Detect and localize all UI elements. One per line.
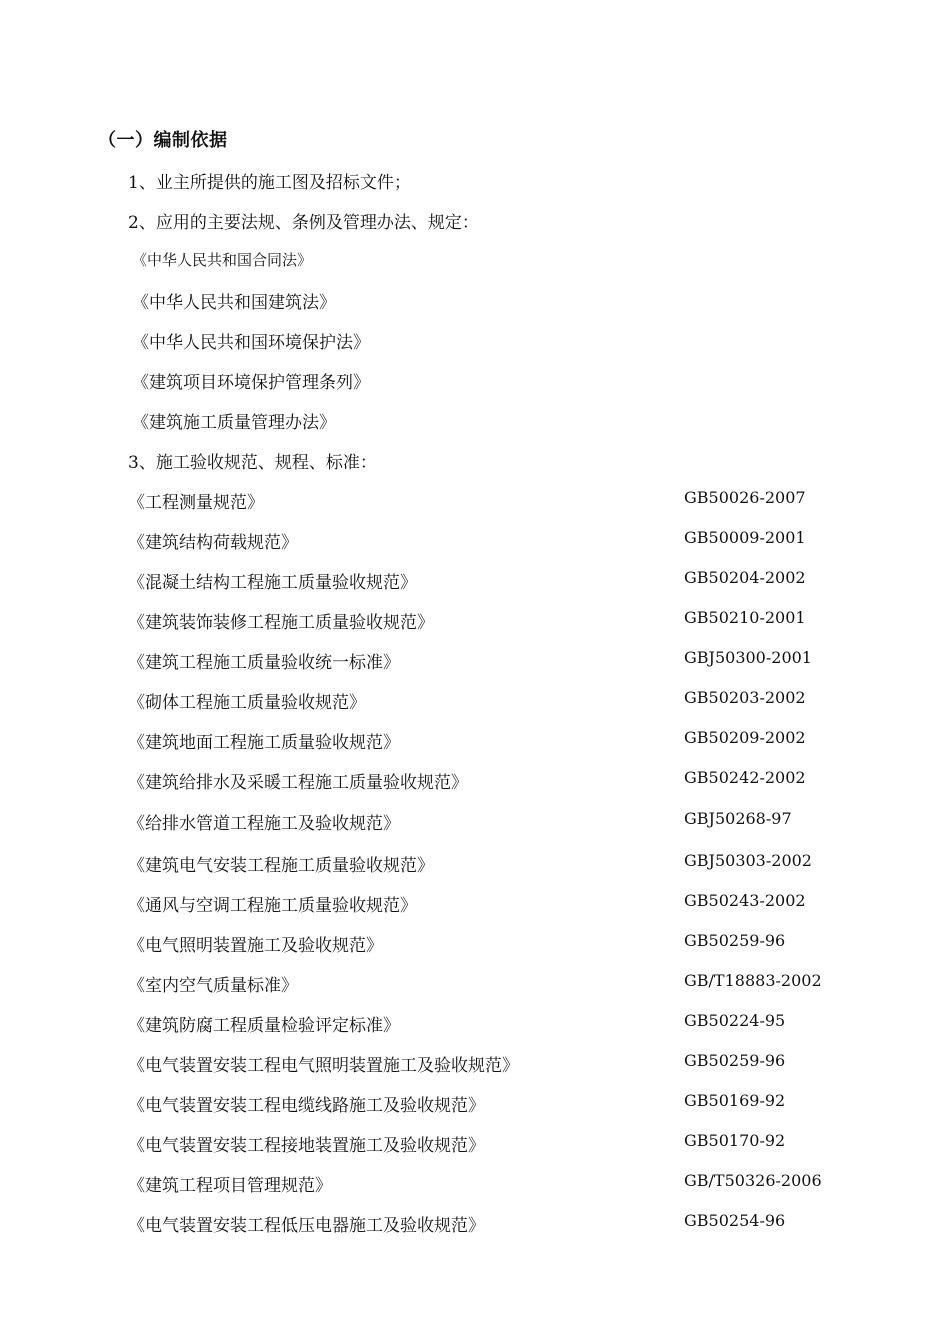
standard-code: GB50259-96 xyxy=(684,931,786,950)
standard-name: 《建筑防腐工程质量检验评定标准》 xyxy=(128,1016,400,1036)
standard-row xyxy=(128,1051,848,1075)
standard-code: GB50254-96 xyxy=(684,1211,786,1230)
standard-row xyxy=(128,1091,848,1115)
standard-name: 《电气装置安装工程接地装置施工及验收规范》 xyxy=(128,1136,485,1156)
standard-name: 《建筑工程施工质量验收统一标准》 xyxy=(128,653,400,673)
standard-name: 《电气装置安装工程电缆线路施工及验收规范》 xyxy=(128,1096,485,1116)
standard-code: GB50209-2002 xyxy=(684,728,806,747)
standard-code: GB50242-2002 xyxy=(684,768,806,787)
standard-name: 《室内空气质量标准》 xyxy=(128,976,298,996)
standard-code: GB50203-2002 xyxy=(684,688,806,707)
standard-code: GB50170-92 xyxy=(684,1131,786,1150)
law-item: 《中华人民共和国合同法》 xyxy=(132,251,313,269)
standard-name: 《建筑电气安装工程施工质量验收规范》 xyxy=(128,856,434,876)
standard-code: GB50243-2002 xyxy=(684,891,806,910)
law-item: 《建筑施工质量管理办法》 xyxy=(132,413,336,433)
standard-name: 《建筑工程项目管理规范》 xyxy=(128,1176,332,1196)
standard-row xyxy=(128,1171,848,1195)
standard-name: 《建筑给排水及采暖工程施工质量验收规范》 xyxy=(128,773,468,793)
law-item: 《中华人民共和国建筑法》 xyxy=(132,293,336,313)
item-1: 1、业主所提供的施工图及招标文件； xyxy=(128,173,411,193)
law-item: 《建筑项目环境保护管理条列》 xyxy=(132,373,370,393)
standard-row xyxy=(128,851,848,875)
standard-name: 《电气装置安装工程低压电器施工及验收规范》 xyxy=(128,1216,485,1236)
standard-name: 《建筑结构荷载规范》 xyxy=(128,533,298,553)
item-2: 2、应用的主要法规、条例及管理办法、规定： xyxy=(128,213,479,233)
standard-name: 《工程测量规范》 xyxy=(128,493,264,513)
standard-code: GB50169-92 xyxy=(684,1091,786,1110)
standard-row xyxy=(128,891,848,915)
standard-row xyxy=(128,1211,848,1235)
standard-name: 《建筑装饰装修工程施工质量验收规范》 xyxy=(128,613,434,633)
standard-name: 《通风与空调工程施工质量验收规范》 xyxy=(128,896,417,916)
standard-name: 《电气照明装置施工及验收规范》 xyxy=(128,936,383,956)
standard-code: GB50204-2002 xyxy=(684,568,806,587)
standard-row xyxy=(128,528,848,552)
standard-name: 《砌体工程施工质量验收规范》 xyxy=(128,693,366,713)
standard-row xyxy=(128,488,848,512)
standard-row xyxy=(128,971,848,995)
standard-row xyxy=(128,1011,848,1035)
standard-name: 《电气装置安装工程电气照明装置施工及验收规范》 xyxy=(128,1056,519,1076)
standard-code: GB50259-96 xyxy=(684,1051,786,1070)
standard-name: 《混凝土结构工程施工质量验收规范》 xyxy=(128,573,417,593)
section-heading: （一）编制依据 xyxy=(98,130,228,151)
standard-code: GB50210-2001 xyxy=(684,608,806,627)
standard-name: 《建筑地面工程施工质量验收规范》 xyxy=(128,733,400,753)
standard-code: GBJ50303-2002 xyxy=(684,851,812,870)
standard-code: GB50026-2007 xyxy=(684,488,806,507)
standard-code: GBJ50300-2001 xyxy=(684,648,812,667)
standard-row xyxy=(128,809,848,833)
standard-row xyxy=(128,1131,848,1155)
standard-code: GB/T50326-2006 xyxy=(684,1171,822,1190)
standards-intro: 3、施工验收规范、规程、标准： xyxy=(128,453,377,473)
standard-row xyxy=(128,768,848,792)
standard-row xyxy=(128,568,848,592)
standard-row xyxy=(128,931,848,955)
standard-row xyxy=(128,728,848,752)
standard-code: GBJ50268-97 xyxy=(684,809,792,828)
law-item: 《中华人民共和国环境保护法》 xyxy=(132,333,370,353)
standard-row xyxy=(128,648,848,672)
standard-name: 《给排水管道工程施工及验收规范》 xyxy=(128,814,400,834)
standard-row xyxy=(128,608,848,632)
standard-row xyxy=(128,688,848,712)
standard-code: GB/T18883-2002 xyxy=(684,971,822,990)
standard-code: GB50009-2001 xyxy=(684,528,806,547)
standard-code: GB50224-95 xyxy=(684,1011,786,1030)
